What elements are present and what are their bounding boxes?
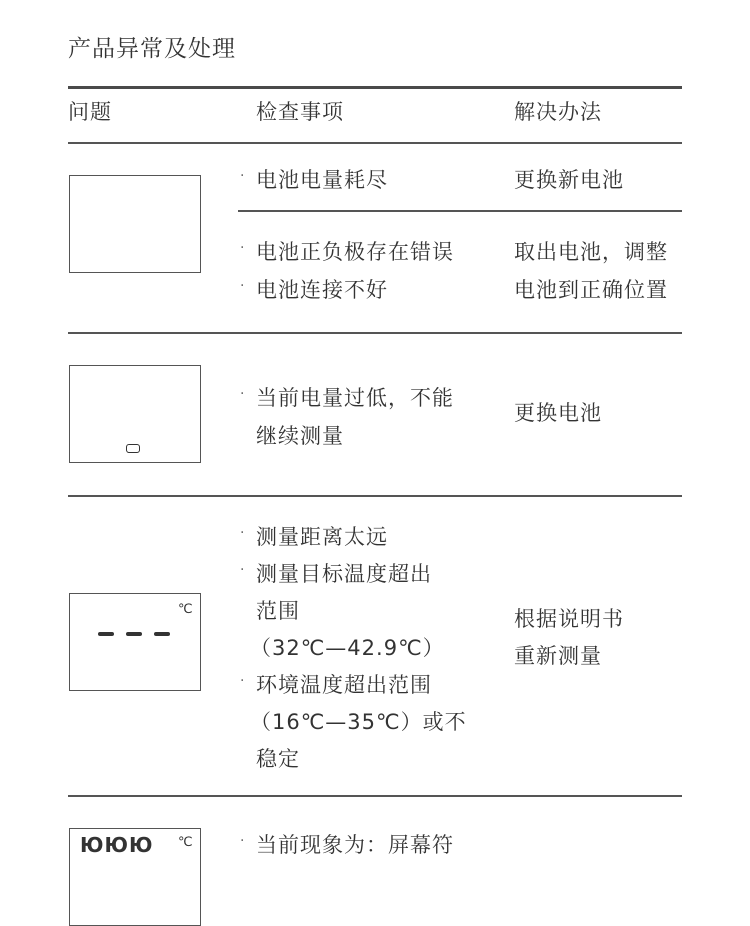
- check-target-range-values: （32℃—42.9℃）: [250, 636, 445, 660]
- bullet: ·: [240, 562, 245, 578]
- solution-replace-new-battery: 更换新电池: [514, 168, 624, 192]
- row1-inner-rule: [238, 210, 682, 212]
- check-low-power-2: 继续测量: [256, 424, 344, 448]
- dash-segment: [98, 632, 114, 636]
- bullet: ·: [240, 525, 245, 541]
- check-ambient-unstable: 稳定: [256, 747, 300, 771]
- row-divider: [68, 795, 682, 797]
- solution-replace-battery: 更换电池: [514, 401, 602, 425]
- column-header-solution: 解决办法: [514, 100, 602, 124]
- column-header-check: 检查事项: [256, 100, 344, 124]
- header-bottom-rule: [68, 142, 682, 144]
- celsius-unit: ℃: [178, 602, 193, 617]
- check-screen-symbol: 当前现象为：屏幕符: [256, 833, 454, 857]
- screen-blank: [69, 175, 201, 273]
- bullet: ·: [240, 833, 245, 849]
- check-ambient-out-of-range: 环境温度超出范围: [256, 673, 432, 697]
- check-target-out-of-range-1: 测量目标温度超出: [256, 562, 432, 586]
- header-rule: [68, 86, 682, 89]
- segment-digits: ЮЮЮ: [80, 833, 154, 857]
- check-poor-connection: 电池连接不好: [256, 278, 388, 302]
- battery-icon: [126, 444, 140, 453]
- row-divider: [68, 332, 682, 334]
- dash-segment: [154, 632, 170, 636]
- dash-segment: [126, 632, 142, 636]
- celsius-unit: ℃: [178, 835, 193, 850]
- check-distance-too-far: 测量距离太远: [256, 525, 388, 549]
- check-target-out-of-range-2: 范围: [256, 599, 300, 623]
- page-title: 产品异常及处理: [68, 36, 236, 62]
- bullet: ·: [240, 168, 245, 184]
- screen-low-battery: [69, 365, 201, 463]
- column-header-problem: 问题: [68, 100, 112, 124]
- check-ambient-range-values: （16℃—35℃）或不: [250, 710, 467, 734]
- check-battery-empty: 电池电量耗尽: [256, 168, 388, 192]
- solution-adjust-battery-1: 取出电池，调整: [514, 240, 668, 264]
- bullet: ·: [240, 386, 245, 402]
- row-divider: [68, 495, 682, 497]
- check-low-power-1: 当前电量过低，不能: [256, 386, 454, 410]
- bullet: ·: [240, 278, 245, 294]
- bullet: ·: [240, 240, 245, 256]
- solution-follow-manual-2: 重新测量: [514, 644, 602, 668]
- solution-adjust-battery-2: 电池到正确位置: [514, 278, 668, 302]
- screen-segment-display: [69, 828, 201, 926]
- check-polarity-error: 电池正负极存在错误: [256, 240, 454, 264]
- solution-follow-manual-1: 根据说明书: [514, 607, 624, 631]
- bullet: ·: [240, 673, 245, 689]
- screen-dashes: [69, 593, 201, 691]
